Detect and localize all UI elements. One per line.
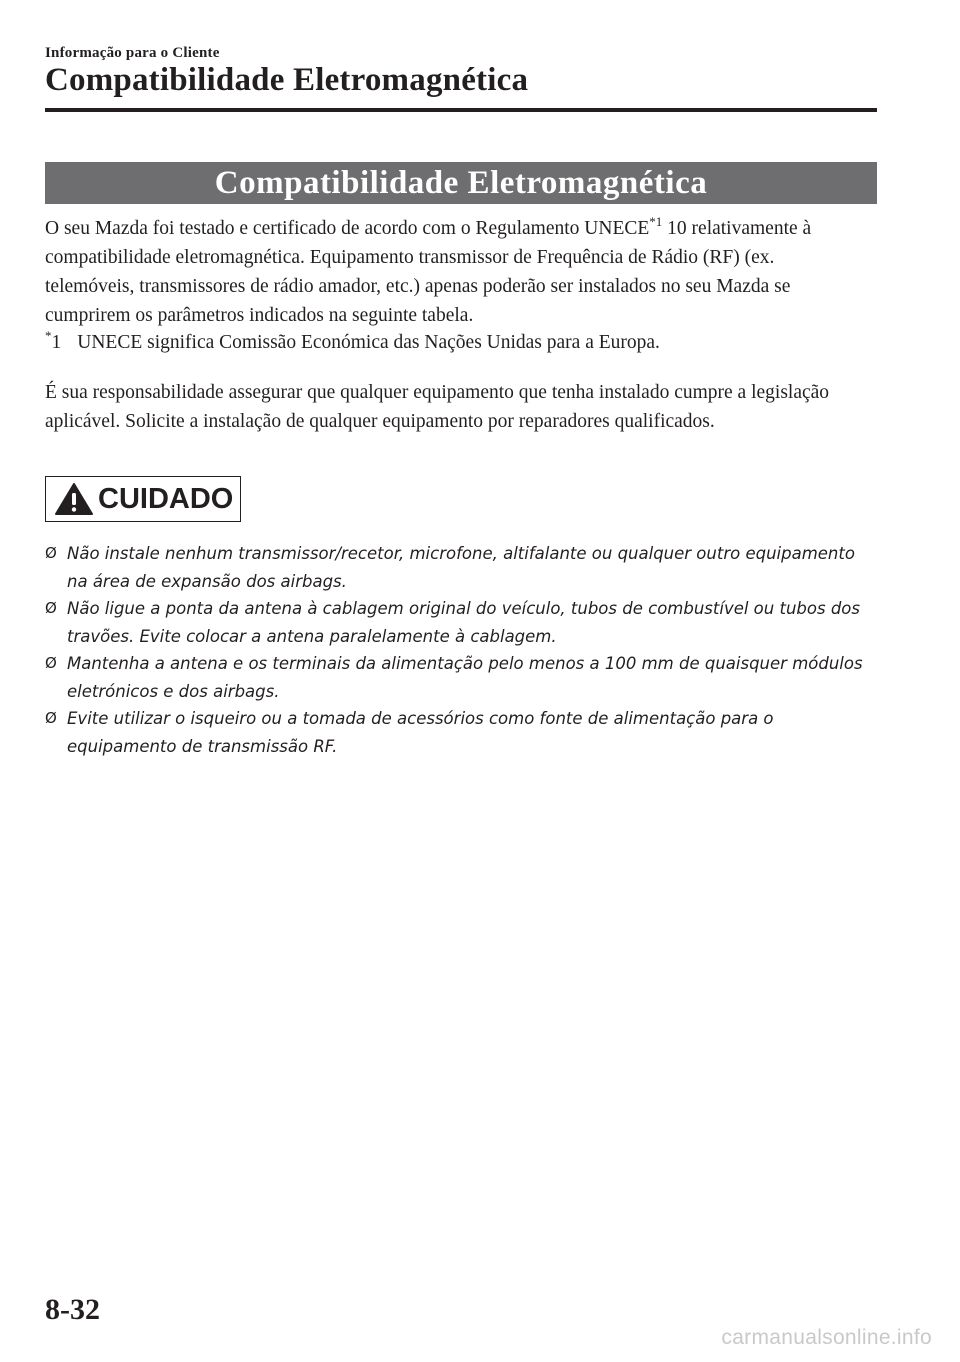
caution-label: CUIDADO bbox=[98, 482, 234, 515]
warning-item bbox=[45, 650, 865, 705]
banner-title: Compatibilidade Eletromagnética bbox=[214, 164, 708, 201]
warning-triangle-icon bbox=[54, 482, 94, 516]
footnote-asterisk: * bbox=[45, 328, 52, 343]
warning-text: Evite utilizar o isqueiro ou a tomada de acessórios como fonte de alimentação para o equipamento de transmissão RF. bbox=[67, 709, 774, 756]
arrow-bullet-icon: Ø bbox=[45, 544, 57, 562]
intro-text-end: 10 relativamente à compatibilidade eletromagnética. Equipamento transmissor de Frequência de Rádio (RF) (ex. telemóveis, transmissores de rádio amador, etc.) apenas poderão ser instalados no seu Mazda se cumprirem os parâmetros indicados na seguinte tabela. bbox=[45, 218, 812, 326]
footnote-number: 1 bbox=[51, 332, 62, 353]
warning-item bbox=[45, 705, 865, 760]
header-divider bbox=[45, 108, 877, 112]
arrow-bullet-icon: Ø bbox=[45, 654, 57, 672]
watermark: carmanualsonline.info bbox=[721, 1326, 932, 1349]
section-banner bbox=[45, 162, 877, 204]
footnote-text: UNECE significa Comissão Económica das Nações Unidas para a Europa. bbox=[77, 332, 660, 353]
warning-text: Mantenha a antena e os terminais da alimentação pelo menos a 100 mm de quaisquer módulos eletrónicos e dos airbags. bbox=[67, 654, 863, 701]
section-label: Informação para o Cliente bbox=[45, 45, 220, 61]
arrow-bullet-icon: Ø bbox=[45, 709, 57, 727]
caution-box bbox=[45, 476, 241, 522]
page-title: Compatibilidade Eletromagnética bbox=[45, 62, 529, 98]
responsibility-paragraph: É sua responsabilidade assegurar que qualquer equipamento que tenha instalado cumpre a legislação aplicável. Solicite a instalação de qualquer equipamento por reparadores qualificados. bbox=[45, 382, 830, 432]
footnote bbox=[45, 328, 865, 357]
arrow-bullet-icon: Ø bbox=[45, 599, 57, 617]
warning-item bbox=[45, 595, 865, 650]
page-number: 8-32 bbox=[45, 1293, 100, 1326]
intro-text-start: O seu Mazda foi testado e certificado de acordo com o Regulamento UNECE bbox=[45, 218, 650, 239]
warning-list bbox=[45, 540, 865, 760]
warning-item bbox=[45, 540, 865, 595]
warning-text: Não ligue a ponta da antena à cablagem original do veículo, tubos de combustível ou tubos dos travões. Evite colocar a antena paralelamente à cablagem. bbox=[67, 599, 860, 646]
intro-paragraph bbox=[45, 214, 865, 330]
warning-text: Não instale nenhum transmissor/recetor, microfone, altifalante ou qualquer outro equipamento na área de expansão dos airbags. bbox=[67, 544, 855, 591]
footnote-reference: *1 bbox=[649, 214, 663, 229]
